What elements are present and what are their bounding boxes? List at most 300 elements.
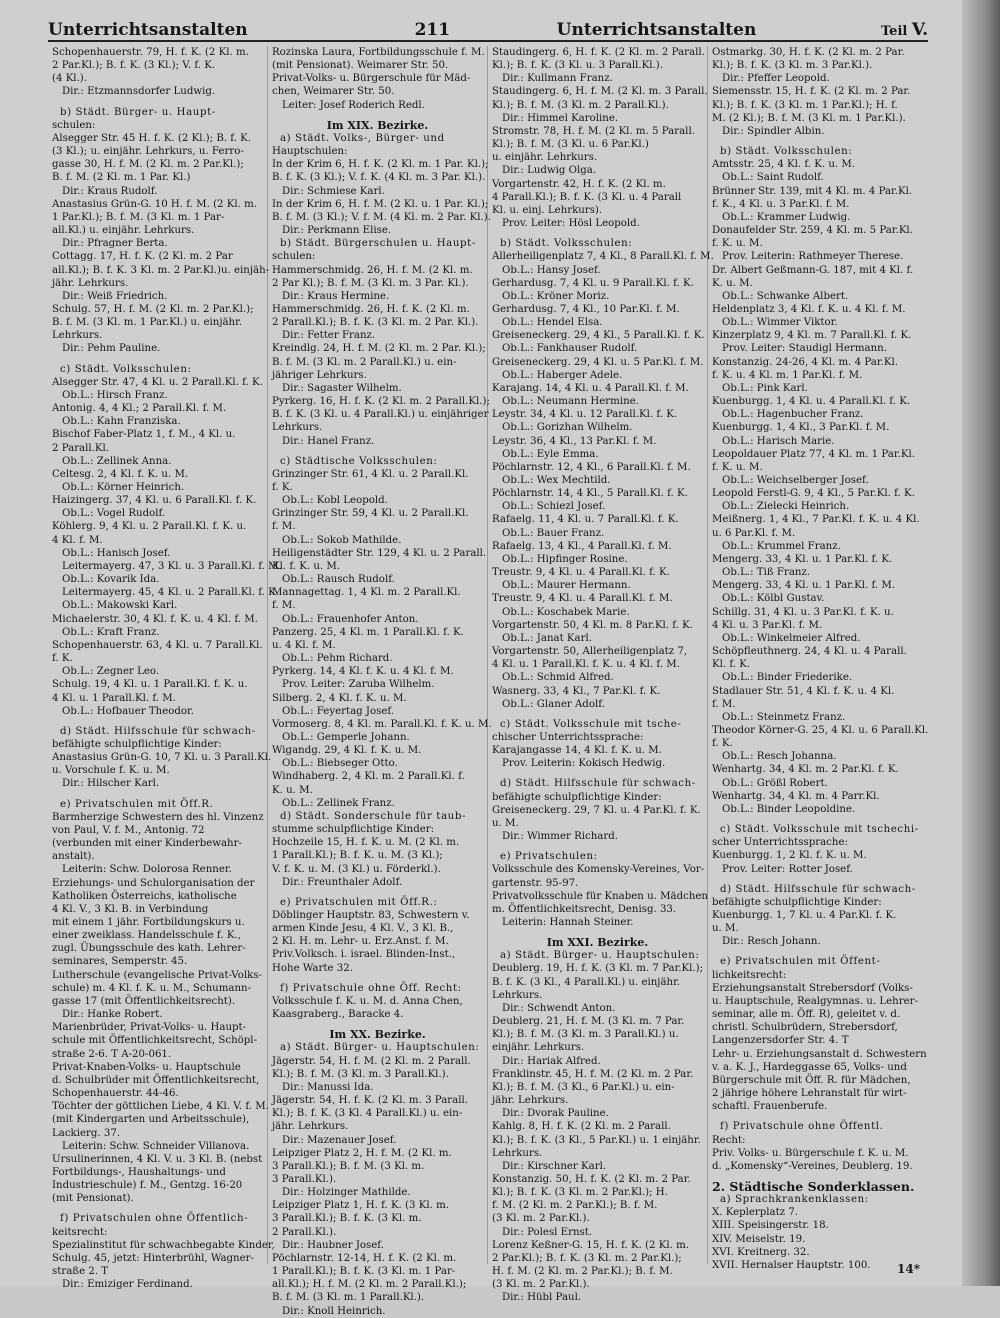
text-line: K. u. M. xyxy=(272,784,313,796)
text-line: jähr. Lehrkurs. xyxy=(52,277,129,289)
text-line: Lackierg. 37. xyxy=(52,1127,121,1139)
text-line: befähigte schulpflichtige Kinder: xyxy=(492,791,662,803)
text-line: Dir.: Himmel Karoline. xyxy=(502,112,619,124)
text-line: (mit Pensionat). xyxy=(52,1193,134,1205)
text-line: Ob.L.: Winkelmeier Alfred. xyxy=(722,632,861,644)
text-line: Im XX. Bezirke. xyxy=(329,1028,426,1042)
spacer xyxy=(492,929,703,936)
text-line: christl. Schulbrüdern, Strebersdorf, xyxy=(712,1022,898,1034)
text-line: Kl.); B. f. M. (3 Kl. m. 2 Parall.Kl.). xyxy=(492,99,669,111)
text-line: V. f. K. u. M. (3 Kl.) u. Förderkl.). xyxy=(272,863,441,875)
text-line: (verbunden mit einer Kinderbewahr- xyxy=(52,838,242,850)
text-line: Rozinska Laura, Fortbildungsschule f. M. xyxy=(272,47,485,58)
text-line: Im XIX. Bezirke. xyxy=(326,118,429,132)
text-line: K. u. M. xyxy=(712,277,753,289)
text-line: Dir.: Kraus Rudolf. xyxy=(62,185,158,197)
text-line: Wenhartg. 34, 4 Kl. m. 4 Parr.Kl. xyxy=(712,790,880,802)
text-line: Ob.L.: Harisch Marie. xyxy=(722,435,835,447)
text-line: c) Städtische Volksschulen: xyxy=(280,455,438,467)
text-line: a) Sprachkrankenklassen: xyxy=(720,1194,869,1206)
text-line: gartenstr. 95-97. xyxy=(492,877,579,889)
text-line: f. M. xyxy=(712,698,736,710)
text-line: Leiterin: Hannah Steiner. xyxy=(502,917,634,928)
text-line: Leystr. 36, 4 Kl., 13 Par.Kl. f. M. xyxy=(492,435,657,447)
text-line: stumme schulpflichtige Kinder: xyxy=(272,824,435,836)
text-line: Volksschule des Komensky-Vereines, Vor- xyxy=(492,864,705,876)
text-line: jähr. Lehrkurs. xyxy=(272,1121,349,1133)
text-line: Ob.L.: Zegner Leo. xyxy=(62,666,160,678)
text-line: Pöchlarnstr. 12, 4 Kl., 6 Parall.Kl. f. M. xyxy=(492,461,691,473)
text-line: armen Kinde Jesu, 4 Kl. V., 3 Kl. B., xyxy=(272,923,454,935)
text-line: Schulg. 57, H. f. M. (2 Kl. m. 2 Par.Kl.); xyxy=(52,303,254,315)
text-line: H. f. M. (2 Kl. m. 2 Par.Kl.); B. f. M. xyxy=(492,1266,673,1278)
text-line: d. „Komensky“-Vereines, Deublerg. 19. xyxy=(712,1160,913,1172)
text-line: B. f. K. (3 Kl., 4 Parall.Kl.) u. einjähr. xyxy=(492,976,681,988)
text-line: Kl.); B. f. K. (3 Kl. m. 1 Par.Kl.); H. f. xyxy=(712,99,898,111)
text-line: 2 Parall.Kl. xyxy=(52,442,109,454)
text-line: Ob.L.: Schwanke Albert. xyxy=(722,290,849,302)
text-line: Ob.L.: Janat Karl. xyxy=(502,632,592,644)
text-line: Ob.L.: Schmid Alfred. xyxy=(502,672,614,684)
text-line: schule) m. 4 Kl. f. K. u. M., Schumann- xyxy=(52,982,252,994)
text-line: Anastasius Grün-G. 10, 7 Kl. u. 3 Parall.Kl. xyxy=(52,752,272,764)
text-line: Ob.L.: Gorizhan Wilhelm. xyxy=(502,422,633,434)
page-edge-shadow xyxy=(962,0,1000,1286)
text-line: Lehrkurs. xyxy=(492,989,543,1001)
text-line: 3 Parall.Kl.). xyxy=(272,1173,337,1185)
text-line: Dir.: Hanke Robert. xyxy=(62,1009,163,1021)
text-line: Ob.L.: Eyle Emma. xyxy=(502,448,599,460)
text-line: (mit Kindergarten und Arbeitsschule), xyxy=(52,1114,250,1126)
text-line: Greiseneckerg. 29, 4 Kl. u. 5 Par.Kl. f. M. xyxy=(492,356,704,368)
text-line: d) Städt. Hilfsschule für schwach- xyxy=(60,725,256,737)
page-number: 211 xyxy=(414,20,451,40)
text-line: f. K. xyxy=(712,738,733,750)
text-line: m. Öffentlichkeitsrecht, Denisg. 33. xyxy=(492,903,677,915)
text-line: Spezialinstitut für schwachbegabte Kinder, xyxy=(52,1239,275,1251)
text-line: Ob.L.: Frauenhofer Anton. xyxy=(282,613,419,625)
text-line: Greiseneckerg. 29, 7 Kl. u. 4 Par.Kl. f. K. xyxy=(492,804,701,816)
text-line: Karajang. 14, 4 Kl. u. 4 Parall.Kl. f. M. xyxy=(492,382,689,394)
text-line: Ob.L.: Gemperle Johann. xyxy=(282,731,410,743)
text-line: Leopold Ferstl-G. 9, 4 Kl., 5 Par.Kl. f. K. xyxy=(712,488,915,500)
text-line: Dir.: Hilscher Karl. xyxy=(62,778,160,790)
text-line: 3 Parall.Kl.); B. f. K. (3 Kl. m. xyxy=(272,1213,422,1225)
spacer xyxy=(272,889,483,896)
text-line: Brünner Str. 139, mit 4 Kl. m. 4 Par.Kl. xyxy=(712,185,913,197)
text-line: von Paul, V. f. M., Antonig. 72 xyxy=(52,824,205,836)
text-line: Ob.L.: Hofbauer Theodor. xyxy=(62,705,195,717)
text-line: scher Unterrichtssprache: xyxy=(712,837,848,849)
text-line: Privatvolksschule für Knaben u. Mädchen xyxy=(492,890,708,902)
text-line: Ob.L.: Kovarik Ida. xyxy=(62,574,160,586)
text-line: 2 Par.Kl.); B. f. K. (3 Kl.); V. f. K. xyxy=(52,60,216,72)
text-line: Staudingerg. 6, H. f. K. (2 Kl. m. 2 Parall. xyxy=(492,47,705,58)
spacer xyxy=(492,711,703,718)
text-line: Töchter der göttlichen Liebe, 4 Kl. V. f. M. xyxy=(52,1101,269,1113)
text-line: Staudingerg. 6, H. f. M. (2 Kl. m. 3 Parall. xyxy=(492,86,708,98)
spacer xyxy=(52,99,263,106)
text-line: Dir.: Resch Johann. xyxy=(722,936,821,948)
spacer xyxy=(272,448,483,455)
text-line: f) Privatschule ohne Öffentl. xyxy=(720,1121,884,1133)
text-line: 2 Par Kl.); B. f. M. (3 Kl. m. 3 Par. Kl.). xyxy=(272,277,469,289)
text-line: schule mit Öffentlichkeitsrecht, Schöpl- xyxy=(52,1035,258,1047)
spacer xyxy=(272,975,483,982)
text-line: Leiterin: Schw. Schneider Villanova. xyxy=(62,1140,250,1152)
text-line: zugl. Übungsschule des kath. Lehrer- xyxy=(52,943,246,955)
text-line: Ob.L.: Kahn Franziska. xyxy=(62,416,181,428)
text-line: Kuenburgg. 1, 4 Kl., 3 Par.Kl. f. M. xyxy=(712,422,890,434)
text-line: Meißnerg. 1, 4 Kl., 7 Par.Kl. f. K. u. 4 Kl. xyxy=(712,514,920,526)
text-line: B. f. M. (3 Kl. m. 2 Parall.Kl.) u. ein- xyxy=(272,356,457,368)
text-line: f. M. xyxy=(272,600,296,612)
text-line: a) Städt. Bürger- u. Hauptschulen: xyxy=(280,1042,480,1054)
text-line: M. (2 Kl.); B. f. M. (3 Kl. m. 1 Par.Kl.). xyxy=(712,112,906,124)
text-line: Silberg. 2, 4 Kl. f. K. u. M. xyxy=(272,692,407,704)
text-line: Haizingerg. 37, 4 Kl. u. 6 Parall.Kl. f. K. xyxy=(52,495,257,507)
text-line: 2. Städtische Sonderklassen. xyxy=(712,1178,915,1194)
text-line: Ob.L.: Fankhauser Rudolf. xyxy=(502,343,638,355)
column-3 xyxy=(488,46,714,1304)
text-line: Prov. Leiterin: Kokisch Hedwig. xyxy=(502,758,666,770)
text-line: Heiligenstädter Str. 129, 4 Kl. u. 2 Parall. xyxy=(272,547,487,559)
text-line: Prov. Leiter: Zaruba Wilhelm. xyxy=(282,679,435,691)
text-line: Lutherschule (evangelische Privat-Volks- xyxy=(52,969,262,981)
text-line: Kuenburgg. 1, 2 Kl. f. K. u. M. xyxy=(712,850,867,862)
text-line: Kaasgraberg., Baracke 4. xyxy=(272,1009,404,1021)
text-line: Rafaelg. 13, 4 Kl., 4 Parall.Kl. f. M. xyxy=(492,540,672,552)
text-line: Dr. Albert Geßmann-G. 187, mit 4 Kl. f. xyxy=(712,264,914,276)
spacer xyxy=(712,138,924,145)
text-line: B. f. M. (2 Kl. m. 1 Par. Kl.) xyxy=(52,172,191,184)
text-line: c) Städt. Volksschulen: xyxy=(60,363,192,375)
text-line: Privat-Volks- u. Bürgerschule für Mäd- xyxy=(272,73,471,85)
text-line: f) Privatschulen ohne Öffentlich- xyxy=(60,1213,249,1225)
text-line: XVII. Hernalser Hauptstr. 100. xyxy=(712,1259,871,1271)
text-line: Ob.L.: Hansy Josef. xyxy=(502,264,601,276)
text-line: Ob.L.: Resch Johanna. xyxy=(722,751,837,763)
text-line: B. f. M. (3 Kl. m. 1 Par.Kl.) u. einjähr. xyxy=(52,317,243,329)
text-line: 2 Parall.Kl.). xyxy=(272,1226,337,1238)
spacer xyxy=(52,1205,263,1212)
text-line: Konstanzig. 50, H. f. K. (2 Kl. m. 2 Par. xyxy=(492,1173,691,1185)
text-line: chischer Unterrichtssprache: xyxy=(492,731,644,743)
text-line: Grinzinger Str. 59, 4 Kl. u. 2 Parall.Kl. xyxy=(272,508,469,520)
text-line: d. Schulbrüder mit Öffentlichkeitsrecht, xyxy=(52,1074,260,1086)
text-line: Kinzerplatz 9, 4 Kl. m. 7 Parall.Kl. f. K. xyxy=(712,330,912,342)
text-line: Langenzersdorfer Str. 4. T xyxy=(712,1035,849,1047)
text-line: XVI. Kreitnerg. 32. xyxy=(712,1246,810,1258)
text-line: Ob.L.: Steinmetz Franz. xyxy=(722,711,846,723)
text-line: 1 Parall.Kl.); B. f. K. u. M. (3 Kl.); xyxy=(272,850,443,862)
text-line: Leitermayerg. 47, 3 Kl. u. 3 Parall.Kl. f. M. xyxy=(62,560,282,572)
text-line: 4 Kl. u. 1 Parall.Kl. f. K. u. 4 Kl. f. M. xyxy=(492,659,680,671)
text-line: Ob.L.: Bauer Franz. xyxy=(502,527,605,539)
text-line: (3 Kl. m. 2 Par.Kl.). xyxy=(492,1279,590,1291)
text-line: Lehrkurs. xyxy=(272,422,323,434)
text-line: Kl.); B. f. K. (3 Kl. 4 Parall.Kl.) u. ein- xyxy=(272,1108,463,1120)
text-line: Kl. f. K. u. M. xyxy=(272,560,341,572)
text-line: all.Kl.); B. f. K. 3 Kl. m. 2 Par.Kl.)u. einjäh- xyxy=(52,264,270,276)
text-line: Allerheiligenplatz 7, 4 Kl., 8 Parall.Kl. f. M. xyxy=(492,251,714,263)
text-line: B. f. M. (3 Kl. m. 1 Parall.Kl.). xyxy=(272,1292,425,1304)
text-line: Ob.L.: Wex Mechtild. xyxy=(502,475,611,486)
text-line: Prov. Leiterin: Rathmeyer Therese. xyxy=(722,251,904,263)
text-line: XIII. Speisingerstr. 18. xyxy=(712,1220,829,1232)
text-line: Dir.: Manussi Ida. xyxy=(282,1081,374,1093)
text-line: Alsegger Str. 45 H. f. K. (2 Kl.); B. f. K. xyxy=(52,132,252,144)
text-line: Vorgartenstr. 50, Allerheiligenplatz 7, xyxy=(492,646,688,658)
text-line: Deublerg. 19, H. f. K. (3 Kl. m. 7 Par.Kl.); xyxy=(492,963,704,975)
text-line: Leopoldauer Platz 77, 4 Kl. m. 1 Par.Kl. xyxy=(712,448,915,460)
text-line: Kahlg. 8, H. f. K. (2 Kl. m. 2 Parall. xyxy=(492,1121,671,1133)
text-line: Heldenplatz 3, 4 Kl. f. K. u. 4 Kl. f. M. xyxy=(712,303,906,315)
text-line: 2 Par.Kl.); B. f. K. (3 Kl. m. 2 Par.Kl.); xyxy=(492,1252,682,1264)
text-line: (mit Pensionat). Weimarer Str. 50. xyxy=(272,60,449,72)
text-line: Gerhardusg. 7, 4 Kl., 10 Par.Kl. f. M. xyxy=(492,303,680,315)
spacer xyxy=(52,791,263,798)
text-line: Dir.: Pehm Pauline. xyxy=(62,343,161,355)
text-line: f. K. u. M. xyxy=(712,238,763,250)
text-line: u. Vorschule f. K. u. M. xyxy=(52,765,170,777)
text-line: Dir.: Kirschner Karl. xyxy=(502,1160,607,1172)
column-4 xyxy=(708,46,929,1271)
text-line: Lorenz Keßner-G. 15, H. f. K. (2 Kl. m. xyxy=(492,1239,689,1251)
text-line: u. 4 Kl. f. M. xyxy=(272,639,336,651)
text-line: Dir.: Wimmer Richard. xyxy=(502,831,618,843)
text-line: befähigte schulpflichtige Kinder: xyxy=(712,896,882,908)
text-line: Ob.L.: Krummel Franz. xyxy=(722,540,841,552)
text-line: Pöchlarnstr. 12-14, H. f. K. (2 Kl. m. xyxy=(272,1252,457,1264)
text-line: Bischof Faber-Platz 1, f. M., 4 Kl. u. xyxy=(52,429,236,441)
text-line: Bürgerschule mit Öff. R. für Mädchen, xyxy=(712,1074,911,1086)
text-line: a) Städt. Volks-, Bürger- und xyxy=(280,132,445,144)
text-line: Ob.L.: Weichselberger Josef. xyxy=(722,475,869,486)
text-line: Dir.: Knoll Heinrich. xyxy=(282,1305,386,1317)
text-line: d) Städt. Sonderschule für taub- xyxy=(280,810,466,822)
text-line: Volksschule f. K. u. M. d. Anna Chen, xyxy=(272,995,463,1007)
text-line: v. a. K. J., Hardeggasse 65, Volks- und xyxy=(712,1061,907,1073)
text-line: Ob.L.: Größl Robert. xyxy=(722,777,828,789)
text-line: Kl.); B. f. M. (3 Kl. m. 3 Parall.Kl.) u. xyxy=(492,1029,679,1041)
text-line: Prov. Leiter: Rotter Josef. xyxy=(722,863,853,875)
text-line: Schulg. 19, 4 Kl. u. 1 Parall.Kl. f. K. u. xyxy=(52,679,248,691)
text-line: Alsegger Str. 47, 4 Kl. u. 2 Parall.Kl. f. K. xyxy=(52,376,263,388)
text-line: Dir.: Hariak Alfred. xyxy=(502,1055,601,1067)
text-line: Ob.L.: Kröner Moriz. xyxy=(502,290,610,302)
text-line: Dir.: Hübl Paul. xyxy=(502,1292,582,1304)
text-line: In der Krim 6, H. f. M. (2 Kl. u. 1 Par. Kl.); xyxy=(272,198,489,210)
text-line: c) Städt. Volksschule mit tsche- xyxy=(500,718,682,730)
text-line: d) Städt. Hilfsschule für schwach- xyxy=(720,883,916,895)
text-line: schulen: xyxy=(272,251,316,263)
footer-signature: 14* xyxy=(897,1262,920,1276)
text-line: Rafaelg. 11, 4 Kl. u. 7 Parall.Kl. f. K. xyxy=(492,514,679,526)
text-line: e) Privatschulen mit Öff.R. xyxy=(60,798,214,810)
text-line: Franklinstr. 45, H. f. M. (2 Kl. m. 2 Par. xyxy=(492,1068,694,1080)
text-line: 2 Kl. H. m. Lehr- u. Erz.Anst. f. M. xyxy=(272,936,449,948)
text-line: Dir.: Fetter Franz. xyxy=(282,330,376,342)
text-line: XIV. Meiselstr. 19. xyxy=(712,1233,806,1245)
text-line: Pöchlarnstr. 14, 4 Kl., 5 Parall.Kl. f. K. xyxy=(492,488,688,500)
text-line: Panzerg. 25, 4 Kl. m. 1 Parall.Kl. f. K. xyxy=(272,626,464,638)
text-line: Treustr. 9, 4 Kl. u. 4 Parall.Kl. f. K. xyxy=(492,567,670,579)
text-line: Kl.); B. f. K. (3 Kl. u. 3 Parall.Kl.). xyxy=(492,60,663,72)
text-line: straße 2-6. T A-20-061. xyxy=(52,1048,172,1060)
text-line: Fortbildungs-, Haushaltungs- und xyxy=(52,1166,226,1178)
text-line: Dir.: Holzinger Mathilde. xyxy=(282,1187,411,1199)
text-line: B. f. K. (3 Kl.); V. f. K. (4 Kl. m. 3 Par. Kl.). xyxy=(272,172,486,184)
text-line: schulen: xyxy=(52,119,96,131)
text-line: Kreindlg. 24, H. f. M. (2 Kl. m. 2 Par. Kl.); xyxy=(272,343,486,355)
text-line: b) Städt. Bürger- u. Haupt- xyxy=(60,106,216,118)
text-line: c) Städt. Volksschule mit tschechi- xyxy=(720,824,919,836)
text-line: Ob.L.: Körner Heinrich. xyxy=(62,482,185,493)
text-line: u. 6 Par.Kl. f. M. xyxy=(712,527,796,539)
text-line: Vorgartenstr. 42, H. f. K. (2 Kl. m. xyxy=(492,178,666,190)
text-line: 1 Parall.Kl.); B. f. K. (3 Kl. m. 1 Par- xyxy=(272,1266,456,1278)
text-line: Jägerstr. 54, H. f. M. (2 Kl. m. 2 Parall. xyxy=(272,1055,471,1067)
text-line: Amtsstr. 25, 4 Kl. f. K. u. M. xyxy=(712,159,856,171)
text-line: Ob.L.: Biebseger Otto. xyxy=(282,758,398,770)
text-line: Dir.: Sagaster Wilhelm. xyxy=(282,382,402,394)
text-line: Hochzeile 15, H. f. K. u. M. (2 Kl. m. xyxy=(272,837,460,849)
text-line: anstalt). xyxy=(52,851,95,863)
text-line: (4 Kl.). xyxy=(52,73,88,85)
text-line: Schopenhauerstr. 79, H. f. K. (2 Kl. m. xyxy=(52,47,249,58)
header-part-label: Teil xyxy=(880,24,908,39)
text-line: Barmherzige Schwestern des hl. Vinzenz xyxy=(52,811,264,823)
text-line: Ob.L.: Hirsch Franz. xyxy=(62,389,168,401)
text-line: u. Hauptschule, Realgymnas. u. Lehrer- xyxy=(712,995,918,1007)
text-line: In der Krim 6, H. f. K. (2 Kl. m. 1 Par. Kl.); xyxy=(272,159,489,171)
text-line: Erziehungs- und Schulorganisation der xyxy=(52,877,255,889)
text-line: Siemensstr. 15, H. f. K. (2 Kl. m. 2 Par. xyxy=(712,86,911,98)
text-line: f. K. u. 4 Kl. m. 1 Par.Kl. f. M. xyxy=(712,369,863,381)
text-line: Mannagettag. 1, 4 Kl. m. 2 Parall.Kl. xyxy=(272,587,461,599)
text-line: Kuenburgg. 1, 4 Kl. u. 4 Parall.Kl. f. K. xyxy=(712,396,911,408)
text-line: Priv.Volksch. i. israel. Blinden-Inst., xyxy=(272,949,456,961)
text-line: Dir.: Pfeffer Leopold. xyxy=(722,73,830,85)
spacer xyxy=(492,843,703,850)
text-line: Döblinger Hauptstr. 83, Schwestern v. xyxy=(272,910,470,921)
text-line: jähr. Lehrkurs. xyxy=(492,1095,569,1107)
text-line: f) Privatschule ohne Öff. Recht: xyxy=(280,982,462,994)
text-line: f. K. xyxy=(272,482,293,493)
text-line: Dir.: Etzmannsdorfer Ludwig. xyxy=(62,86,216,98)
text-columns xyxy=(48,46,929,1317)
text-line: Ob.L.: Zellinek Franz. xyxy=(282,797,395,809)
text-line: Leitermayerg. 45, 4 Kl. u. 2 Parall.Kl. f. K. xyxy=(62,587,279,599)
text-line: Schulg. 45, jetzt: Hinterbrühl, Wagner- xyxy=(52,1252,254,1264)
text-line: Katholiken Österreichs, katholische xyxy=(52,890,237,902)
text-line: jähriger Lehrkurs. xyxy=(272,369,367,381)
text-line: (3 Kl. m. 2 Par.Kl.). xyxy=(492,1213,590,1225)
text-line: e) Privatschulen mit Öffent- xyxy=(720,956,881,968)
spacer xyxy=(712,1113,924,1120)
text-line: Ob.L.: Makowski Karl. xyxy=(62,600,178,612)
text-line: Hohe Warte 32. xyxy=(272,962,353,974)
text-line: Ob.L.: Zellinek Anna. xyxy=(62,455,172,467)
text-line: a) Städt. Bürger- u. Hauptschulen: xyxy=(500,950,700,962)
text-line: schaftl. Frauenberufe. xyxy=(712,1101,828,1113)
text-line: Ob.L.: Pehm Richard. xyxy=(282,653,393,665)
spacer xyxy=(52,718,263,725)
text-line: Kl.); B. f. M. (3 Kl. m. 3 Parall.Kl.). xyxy=(272,1068,449,1080)
text-line: seminar, alle m. Öff. R), geleitet v. d. xyxy=(712,1009,901,1021)
text-line: 4 Kl. f. M. xyxy=(52,534,103,546)
spacer xyxy=(272,112,483,119)
text-line: Ob.L.: Haberger Adele. xyxy=(502,369,623,381)
text-line: Dir.: Ludwig Olga. xyxy=(502,165,597,177)
text-line: Marienbrüder, Privat-Volks- u. Haupt- xyxy=(52,1022,247,1034)
text-line: u. einjähr. Lehrkurs. xyxy=(492,152,598,164)
text-line: 3 Parall.Kl.); B. f. M. (3 Kl. m. xyxy=(272,1160,425,1172)
text-line: Ob.L.: Kobl Leopold. xyxy=(282,495,388,507)
text-line: Ob.L.: Glaner Adolf. xyxy=(502,698,605,710)
text-line: Antonig. 4, 4 Kl.; 2 Parall.Kl. f. M. xyxy=(52,403,227,415)
text-line: Dir.: Polesl Ernst. xyxy=(502,1226,593,1238)
text-line: Pyrkerg. 14, 4 Kl. f. K. u. 4 Kl. f. M. xyxy=(272,666,454,678)
page-header xyxy=(48,14,928,42)
text-line: all.Kl.) u. einjähr. Lehrkurs. xyxy=(52,225,195,237)
column-1 xyxy=(48,46,282,1291)
text-line: Ob.L.: Zielecki Heinrich. xyxy=(722,501,850,513)
text-line: Leystr. 34, 4 Kl. u. 12 Parall.Kl. f. K. xyxy=(492,409,678,421)
text-line: Recht: xyxy=(712,1134,746,1146)
text-line: Leipziger Platz 2, H. f. M. (2 Kl. m. xyxy=(272,1147,452,1159)
text-line: Leipziger Platz 1, H. f. K. (3 Kl. m. xyxy=(272,1200,449,1212)
column-2 xyxy=(268,46,492,1317)
text-line: Ursulinerinnen, 4 Kl. V. u. 3 Kl. B. (nebst xyxy=(52,1153,263,1165)
text-line: Dir.: Haubner Josef. xyxy=(282,1239,384,1251)
text-line: f. M. xyxy=(272,521,296,533)
spacer xyxy=(712,876,924,883)
text-line: b) Städt. Volksschulen: xyxy=(500,238,633,250)
text-line: Michaelerstr. 30, 4 Kl. f. K. u. 4 Kl. f. M. xyxy=(52,613,258,625)
text-line: Ostmarkg. 30, H. f. K. (2 Kl. m. 2 Par. xyxy=(712,47,905,58)
text-line: Karajangasse 14, 4 Kl. f. K. u. M. xyxy=(492,745,662,757)
text-line: e) Privatschulen: xyxy=(500,851,598,863)
text-line: Ob.L.: Kölbl Gustav. xyxy=(722,593,825,605)
text-line: chen, Weimarer Str. 50. xyxy=(272,86,395,98)
text-line: Ob.L.: Hipfinger Rosine. xyxy=(502,553,628,565)
text-line: 4 Kl. V., 3 Kl. B. in Verbindung xyxy=(52,903,209,915)
text-line: Stromstr. 78, H. f. M. (2 Kl. m. 5 Parall. xyxy=(492,125,695,137)
text-line: Schöpfleuthnerg. 24, 4 Kl. u. 4 Parall. xyxy=(712,646,907,658)
text-line: Wenhartg. 34, 4 Kl. m. 2 Par.Kl. f. K. xyxy=(712,764,899,776)
text-line: Ob.L.: Pink Karl. xyxy=(722,382,808,394)
text-line: u. M. xyxy=(712,923,739,935)
text-line: Anastasius Grün-G. 10 H. f. M. (2 Kl. m. xyxy=(52,198,258,210)
text-line: Pyrkerg. 16, H. f. K. (2 Kl. m. 2 Parall.Kl.); xyxy=(272,396,490,408)
text-line: Dir.: Perkmann Elise. xyxy=(282,225,392,237)
spacer xyxy=(492,230,703,237)
spacer xyxy=(492,770,703,777)
text-line: Leiterin: Schw. Dolorosa Renner. xyxy=(62,864,232,876)
text-line: 2 Parall.Kl.); B. f. K. (3 Kl. m. 2 Par. Kl.). xyxy=(272,317,479,329)
text-line: Stadlauer Str. 51, 4 Kl. f. K. u. 4 Kl. xyxy=(712,685,895,697)
text-line: Wigandg. 29, 4 Kl. f. K. u. M. xyxy=(272,745,422,757)
text-line: f. K., 4 Kl. u. 3 Par.Kl. f. M. xyxy=(712,198,850,210)
text-line: Dir.: Schwendt Anton. xyxy=(502,1002,616,1014)
text-line: Dir.: Mazenauer Josef. xyxy=(282,1134,397,1146)
text-line: Kuenburgg. 1, 7 Kl. u. 4 Par.Kl. f. K. xyxy=(712,910,897,921)
text-line: Konstanzig. 24-26, 4 Kl. m. 4 Par.Kl. xyxy=(712,356,898,368)
text-line: Dir.: Schmiese Karl. xyxy=(282,185,385,197)
text-line: X. Keplerplatz 7. xyxy=(712,1207,799,1219)
